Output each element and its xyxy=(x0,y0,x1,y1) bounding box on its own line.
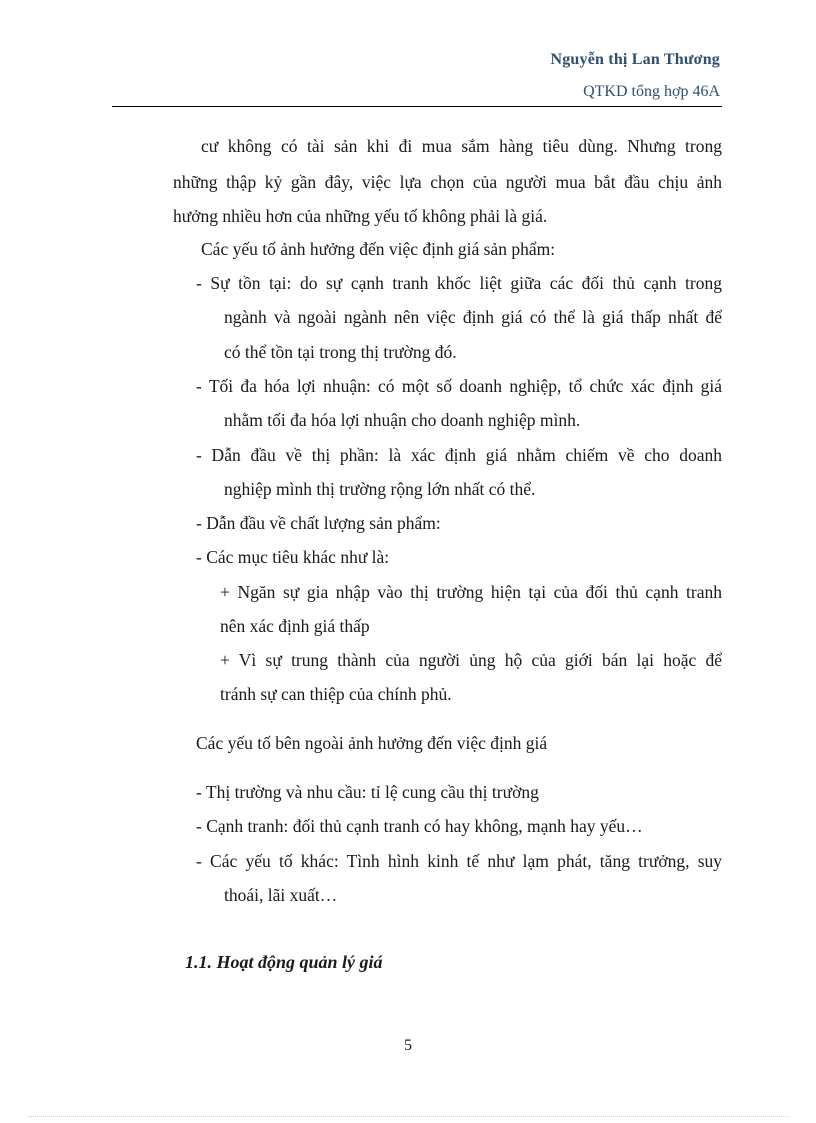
list-item: - Thị trường và nhu cầu: tỉ lệ cung cầu thị trường xyxy=(196,782,539,802)
paragraph-line: những thập kỷ gần đây, việc lựa chọn của người mua bắt đầu chịu ảnh xyxy=(173,172,722,192)
list-item-continuation: thoái, lãi xuất… xyxy=(224,885,338,905)
header-author: Nguyễn thị Lan Thương xyxy=(550,51,720,68)
page-number: 5 xyxy=(404,1037,412,1054)
list-item: - Các yếu tố khác: Tình hình kinh tế như lạm phát, tăng trưởng, suy xyxy=(196,851,722,871)
sub-list-item-continuation: tránh sự can thiệp của chính phủ. xyxy=(220,684,452,704)
list-item-continuation: nghiệp mình thị trường rộng lớn nhất có thể. xyxy=(224,479,536,499)
paragraph-line: Các yếu tố bên ngoài ảnh hưởng đến việc định giá xyxy=(196,733,548,753)
page-bottom-border xyxy=(28,1116,788,1117)
sub-list-item: + Ngăn sự gia nhập vào thị trường hiện tại của đối thủ cạnh tranh xyxy=(220,582,722,602)
paragraph-line: Các yếu tố ảnh hưởng đến việc định giá sản phẩm: xyxy=(201,239,556,259)
list-item: - Tối đa hóa lợi nhuận: có một số doanh nghiệp, tổ chức xác định giá xyxy=(196,376,722,396)
list-item-continuation: ngành và ngoài ngành nên việc định giá có thể là giá thấp nhất để xyxy=(224,307,722,327)
list-item: - Cạnh tranh: đối thủ cạnh tranh có hay không, mạnh hay yếu… xyxy=(196,816,643,836)
header-rule xyxy=(112,106,722,107)
list-item-continuation: nhằm tối đa hóa lợi nhuận cho doanh nghiệp mình. xyxy=(224,410,581,430)
paragraph-line: hưởng nhiều hơn của những yếu tố không phải là giá. xyxy=(173,206,548,226)
list-item-continuation: có thể tồn tại trong thị trường đó. xyxy=(224,342,457,362)
list-item: - Dẫn đầu về chất lượng sản phẩm: xyxy=(196,513,441,533)
header-class: QTKD tổng hợp 46A xyxy=(583,83,720,100)
section-heading: 1.1. Hoạt động quản lý giá xyxy=(185,952,383,972)
sub-list-item: + Vì sự trung thành của người ủng hộ của giới bán lại hoặc để xyxy=(220,650,722,670)
paragraph-line: cư không có tài sản khi đi mua sắm hàng tiêu dùng. Nhưng trong xyxy=(201,136,722,156)
sub-list-item-continuation: nên xác định giá thấp xyxy=(220,616,370,636)
list-item: - Dẫn đầu về thị phần: là xác định giá nhằm chiếm về cho doanh xyxy=(196,445,722,465)
list-item: - Sự tồn tại: do sự cạnh tranh khốc liệt giữa các đối thủ cạnh trong xyxy=(196,273,722,293)
list-item: - Các mục tiêu khác như là: xyxy=(196,547,390,567)
